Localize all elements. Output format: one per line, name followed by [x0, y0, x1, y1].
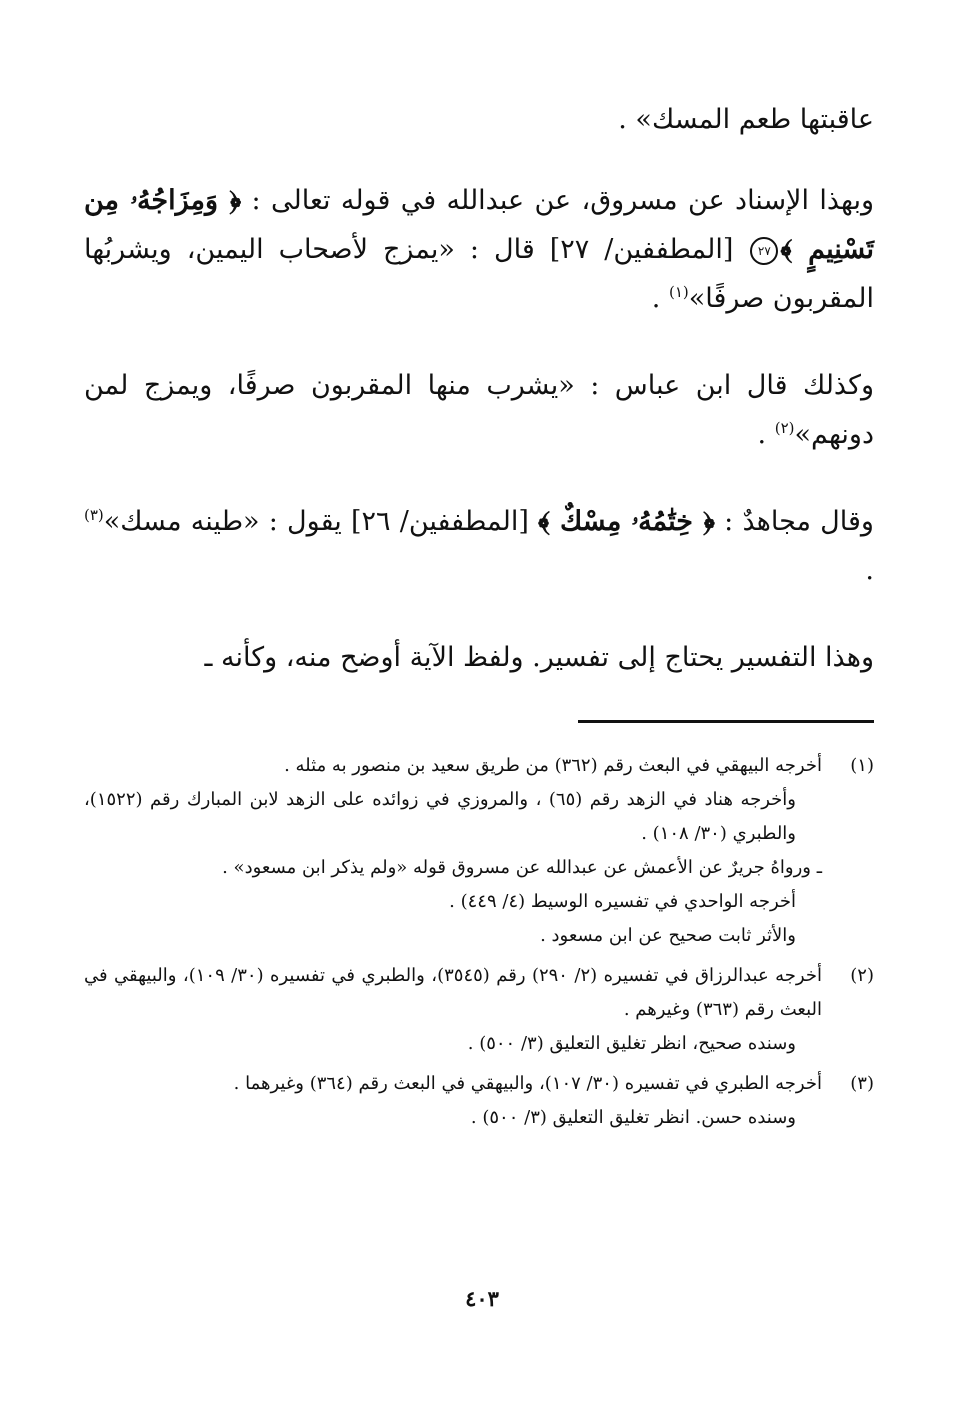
footnote-number: (٢)	[850, 965, 874, 986]
paragraph-2-text-a: وبهذا الإسناد عن مسروق، عن عبدالله في قوله تعالى :	[241, 185, 874, 216]
paragraph-4	[84, 497, 874, 595]
footnotes-section	[84, 749, 874, 1135]
paragraph-4-text-b: [المطففين/ ٢٦] يقول : «طينه مسك»	[103, 506, 539, 537]
footnote-3	[84, 1067, 874, 1135]
page-number: ٤٠٣	[465, 1286, 499, 1311]
footnote-line: والأثر ثابت صحيح عن ابن مسعود .	[540, 925, 796, 946]
footnote-number: (١)	[850, 755, 874, 776]
paragraph-3	[84, 361, 874, 459]
footnote-line: وأخرجه هناد في الزهد رقم (٦٥) ، والمروزي في زوائده على الزهد لابن المبارك رقم (١٥٢٢)، والطبري (٣٠/ ١٠٨) .	[84, 789, 796, 844]
footnote-line: أخرجه الطبري في تفسيره (٣٠/ ١٠٧)، والبيهقي في البعث رقم (٣٦٤) وغيرهما .	[233, 1073, 822, 1094]
paragraph-2-end: .	[651, 283, 669, 314]
paragraph-3-text: وكذلك قال ابن عباس : «يشرب منها المقربون صرفًا، ويمزج لمن دونهم»	[84, 370, 874, 450]
footnote-line: أخرجه عبدالرزاق في تفسيره (٢/ ٢٩٠) رقم (٣٥٤٥)، والطبري في تفسيره (٣٠/ ١٠٩)، والبيهقي في البعث رقم (٣٦٣) وغيرهم .	[84, 965, 822, 1020]
footnote-ref-1[interactable]: (١)	[668, 283, 689, 301]
footnote-divider	[578, 720, 874, 723]
paragraph-4-end: .	[865, 555, 874, 586]
footnote-ref-3[interactable]: (٣)	[84, 506, 104, 524]
paragraph-2-text-b: [المطففين/ ٢٧] قال : «يمزج لأصحاب اليمين، ويشربُها المقربون صرفًا»	[84, 234, 874, 314]
quran-verse-2: ﴿ خِتَٰمُهُۥ مِسْكٌ ﴾	[538, 506, 715, 537]
footnote-body	[84, 1067, 822, 1135]
footnote-body	[84, 959, 822, 1061]
footnote-body	[84, 749, 822, 953]
footnote-line: وسنده حسن. انظر تغليق التعليق (٣/ ٥٠٠) .	[470, 1107, 796, 1128]
footnote-ref-2[interactable]: (٢)	[774, 419, 795, 437]
footnote-line: ـ ورواهُ جريرٌ عن الأعمش عن عبدالله عن مسروق قوله «ولم يذكر ابن مسعود» .	[222, 857, 822, 878]
footnote-line: أخرجه الواحدي في تفسيره الوسيط (٤/ ٤٤٩) .	[449, 891, 796, 912]
paragraph-5: وهذا التفسير يحتاج إلى تفسير. ولفظ الآية أوضح منه، وكأنه ـ	[204, 642, 874, 673]
footnote-1	[84, 749, 874, 953]
footnote-number: (٣)	[850, 1073, 874, 1094]
footnote-line: أخرجه البيهقي في البعث رقم (٣٦٢) من طريق سعيد بن منصور به مثله .	[284, 755, 822, 776]
paragraph-2	[84, 176, 874, 323]
footnote-2	[84, 959, 874, 1061]
paragraph-4-text-a: وقال مجاهدٌ :	[714, 506, 874, 537]
quran-verse-1: ﴿ وَمِزَاجُهُۥ مِن تَسْنِيمٍ ﴾	[84, 185, 874, 265]
ayah-number-mark: ٢٧	[750, 237, 778, 265]
main-text	[84, 95, 874, 682]
paragraph-3-end: .	[757, 419, 775, 450]
footnote-line: وسنده صحيح، انظر تغليق التعليق (٣/ ٥٠٠) .	[467, 1033, 796, 1054]
paragraph-1: عاقبتها طعم المسك» .	[618, 104, 874, 135]
